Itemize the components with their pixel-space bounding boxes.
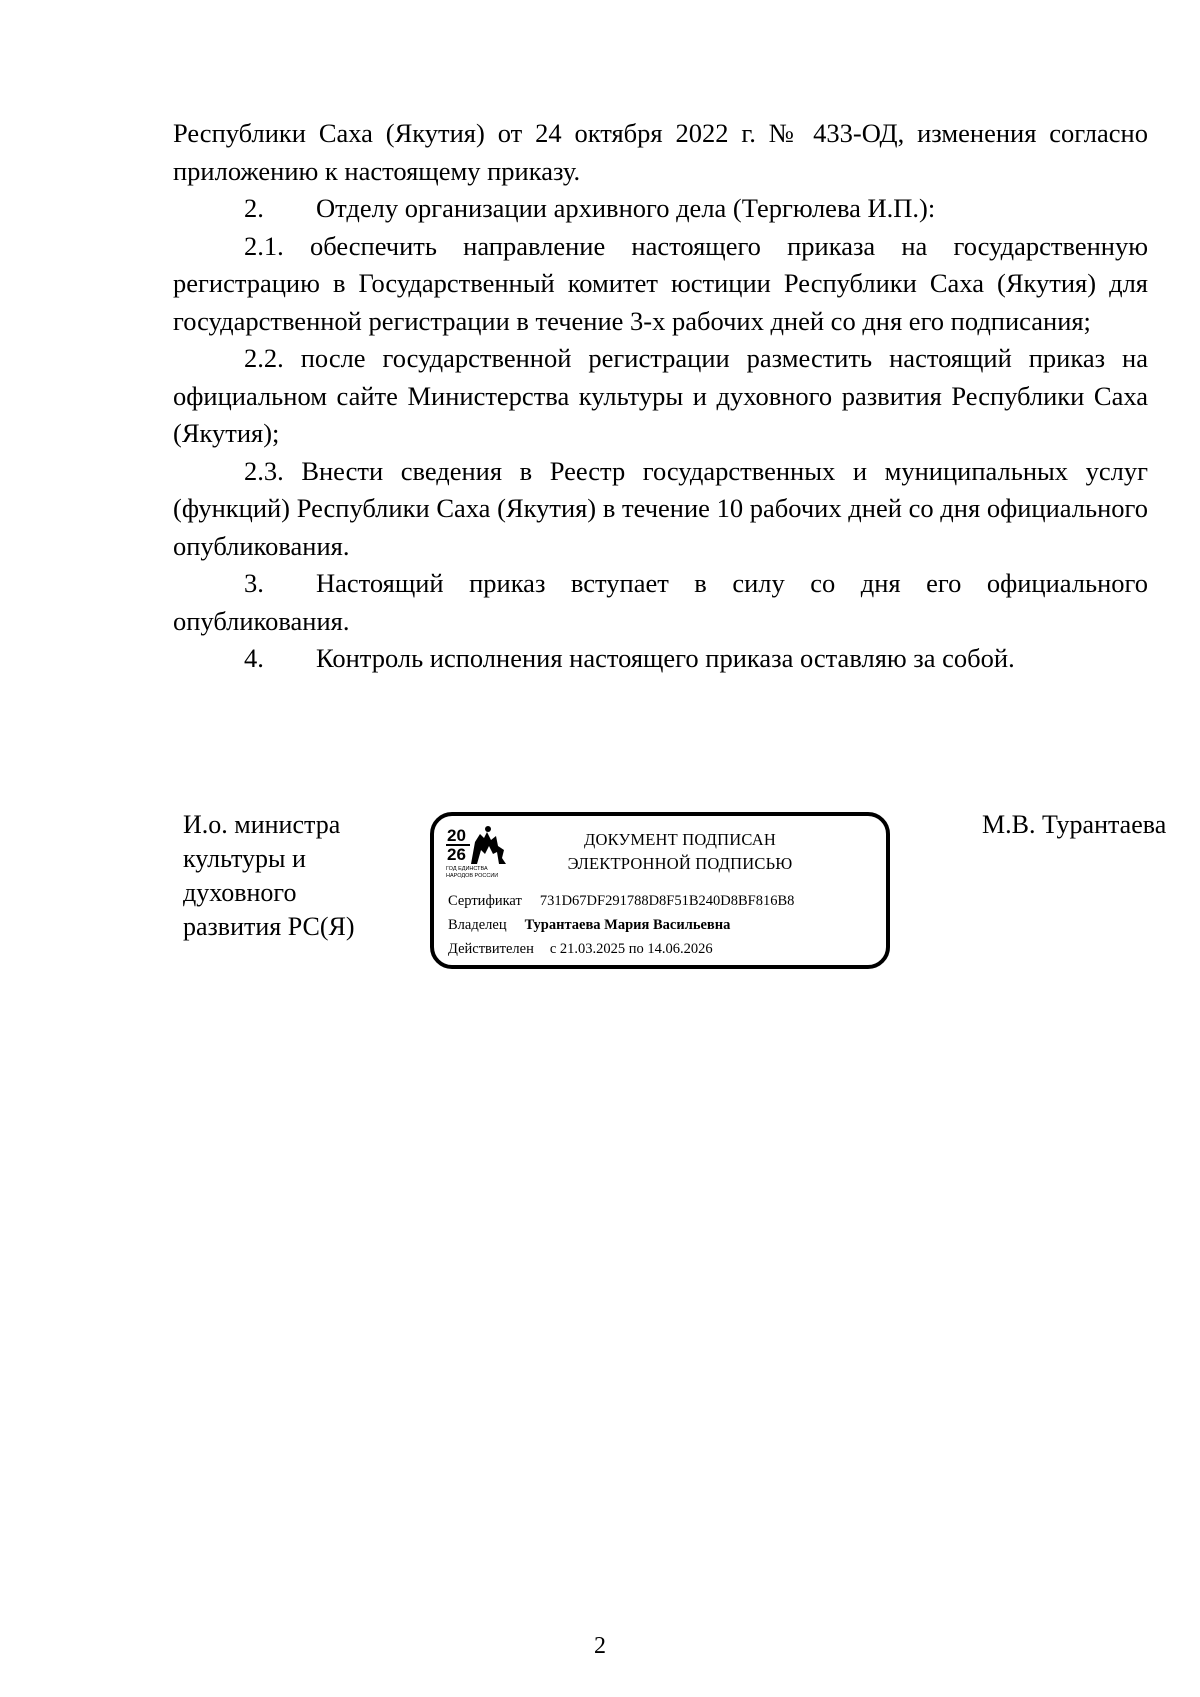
item-text: Настоящий приказ вступает в силу со дня его официального опубликования. bbox=[173, 568, 1148, 636]
validity-label: Действителен bbox=[448, 941, 534, 957]
stamp-title-line-2: ЭЛЕКТРОННОЙ ПОДПИСЬЮ bbox=[567, 854, 793, 873]
logo-year-bottom: 26 bbox=[447, 845, 466, 864]
paragraph-item-4 bbox=[173, 640, 1148, 678]
item-number: 2. bbox=[244, 193, 264, 223]
signer-name: М.В. Турантаева bbox=[982, 810, 1167, 839]
validity-value: с 21.03.2025 по 14.06.2026 bbox=[549, 941, 713, 957]
item-number: 3. bbox=[244, 568, 264, 598]
year-of-unity-emblem-icon bbox=[444, 824, 510, 882]
paragraph-intro: Республики Саха (Якутия) от 24 октября 2022 г. № 433-ОД, изменения согласно приложению к настоящему приказу. bbox=[173, 118, 1148, 186]
stamp-validity-row bbox=[448, 941, 713, 958]
logo-caption-1: ГОД ЕДИНСТВА bbox=[446, 866, 488, 872]
owner-label: Владелец bbox=[448, 917, 507, 933]
owner-value: Турантаева Мария Васильевна bbox=[524, 917, 731, 933]
signer-position bbox=[183, 808, 355, 944]
paragraph-item-3 bbox=[173, 565, 1148, 640]
certificate-label: Сертификат bbox=[448, 893, 522, 909]
logo-caption-2: НАРОДОВ РОССИИ bbox=[446, 873, 499, 879]
stamp-owner-row bbox=[448, 917, 730, 934]
item-text: Контроль исполнения настоящего приказа оставляю за собой. bbox=[316, 643, 1015, 673]
paragraph-item-2 bbox=[173, 190, 1148, 228]
stamp-title-line-1: ДОКУМЕНТ ПОДПИСАН bbox=[584, 830, 776, 849]
item-text: Отделу организации архивного дела (Тергюлева И.П.): bbox=[316, 193, 936, 223]
stamp-certificate-row bbox=[448, 893, 794, 910]
signer-position-line: культуры и bbox=[183, 844, 306, 873]
logo-year-top: 20 bbox=[447, 826, 466, 845]
signer-position-line: развития РС(Я) bbox=[183, 912, 355, 941]
signer-position-line: И.о. министра bbox=[183, 810, 341, 839]
signer-position-line: духовного bbox=[183, 878, 297, 907]
paragraph-item-2-3: 2.3. Внести сведения в Реестр государственных и муниципальных услуг (функций) Республики Саха (Якутия) в течение 10 рабочих дней со дня официального опубликования. bbox=[173, 455, 1148, 561]
paragraph-item-2-1: 2.1. обеспечить направление настоящего приказа на государственную регистрацию в Государственный комитет юстиции Республики Саха (Якутия) для государственной регистрации в течение 3-х рабочих дней со дня его подписания; bbox=[173, 230, 1148, 336]
item-number: 4. bbox=[244, 643, 264, 673]
page-number: 2 bbox=[594, 1633, 606, 1659]
certificate-value: 731D67DF291788D8F51B240D8BF816B8 bbox=[539, 893, 795, 909]
electronic-signature-stamp bbox=[430, 812, 890, 969]
paragraph-item-2-2: 2.2. после государственной регистрации разместить настоящий приказ на официальном сайте Министерства культуры и духовного развития Республики Саха (Якутия); bbox=[173, 343, 1148, 448]
document-body bbox=[173, 115, 1148, 678]
